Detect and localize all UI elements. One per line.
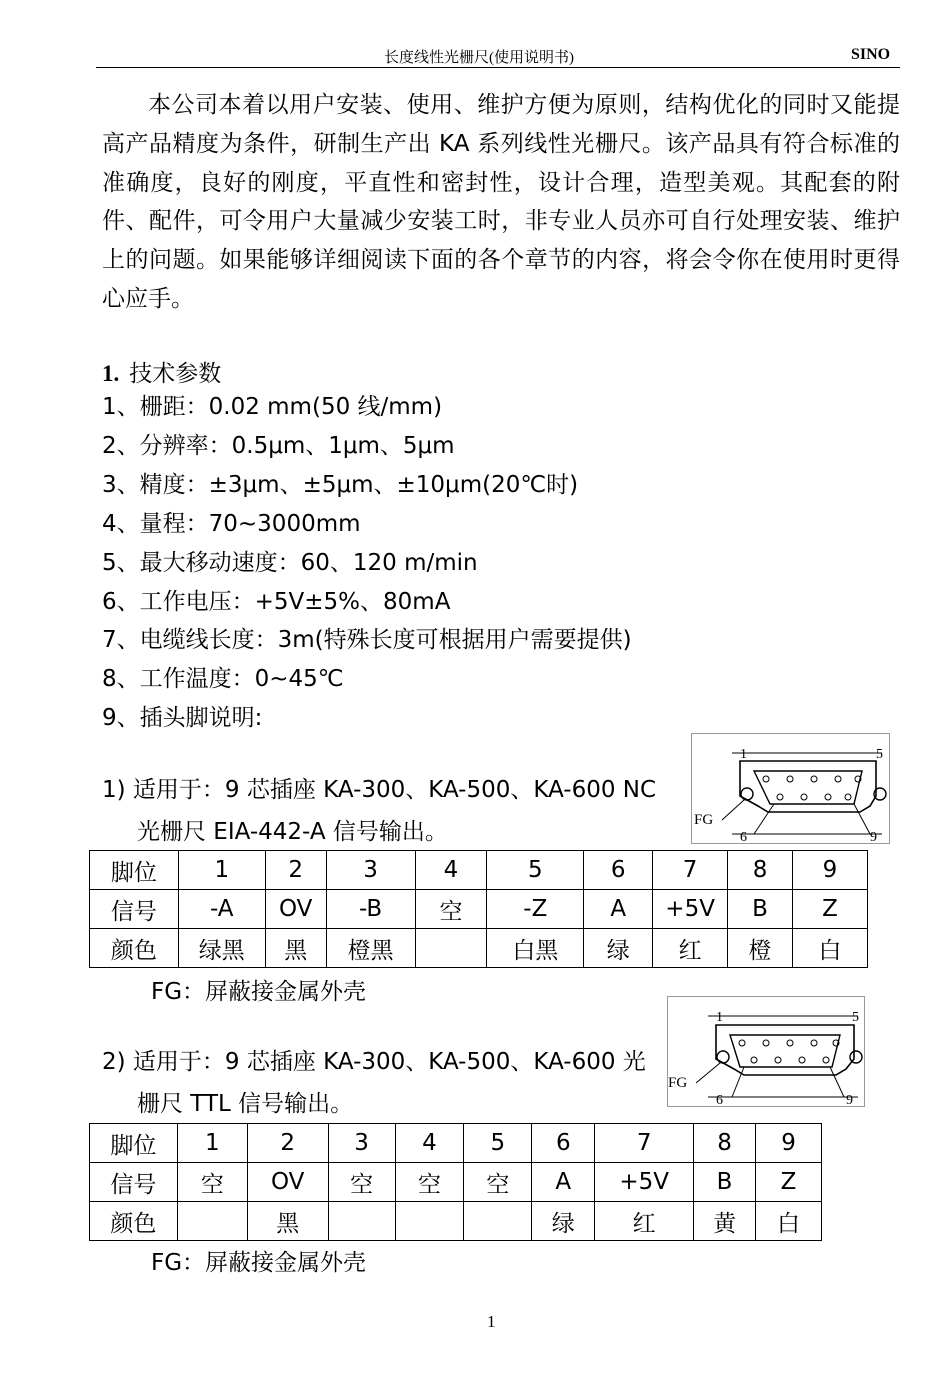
table-cell: -B: [326, 890, 415, 929]
table-cell: [415, 929, 487, 968]
pin-1-label: 1: [716, 1010, 723, 1025]
table-cell: 绿: [584, 929, 653, 968]
table-cell: 7: [653, 851, 728, 890]
table-cell: 9: [756, 1124, 822, 1163]
block1-heading: [102, 769, 656, 853]
table-cell: 3: [328, 1124, 395, 1163]
table-cell: [328, 1202, 395, 1241]
fg-label: FG: [694, 812, 714, 828]
pin-5-label: 5: [876, 747, 883, 762]
table-cell: 脚位: [90, 851, 179, 890]
pin-1-label: 1: [740, 747, 747, 762]
fg-note-1: FG：屏蔽接金属外壳: [151, 979, 367, 1005]
pin-6-label: 6: [716, 1093, 723, 1106]
table-cell: 脚位: [90, 1124, 178, 1163]
spec-item: 4、量程：70~3000mm: [102, 510, 361, 537]
table-cell: OV: [265, 890, 326, 929]
table-cell: 空: [177, 1163, 247, 1202]
table-cell: 2: [247, 1124, 328, 1163]
pin-5-label: 5: [852, 1010, 859, 1025]
table-cell: B: [694, 1163, 756, 1202]
fg-note-2: FG：屏蔽接金属外壳: [151, 1250, 367, 1276]
table-cell: +5V: [595, 1163, 694, 1202]
table-row-pin: [90, 1124, 822, 1163]
db9-connector-icon: [668, 997, 864, 1106]
table-row-color: [90, 1202, 822, 1241]
intro-paragraph-block: [102, 86, 900, 319]
pin-9-label: 9: [846, 1093, 853, 1106]
section-title: [102, 355, 221, 388]
block1-heading-line2: 光栅尺 EIA-442-A 信号输出。: [137, 819, 448, 845]
table-cell: 橙黑: [326, 929, 415, 968]
table-cell: 信号: [90, 1163, 178, 1202]
pin-table-2: [89, 1123, 822, 1241]
table-cell: 4: [395, 1124, 464, 1163]
section-title-text: 技术参数: [129, 361, 222, 387]
table-cell: [395, 1202, 464, 1241]
table-cell: 4: [415, 851, 487, 890]
table-cell: 黄: [694, 1202, 756, 1241]
table-cell: [464, 1202, 532, 1241]
spec-item: 6、工作电压：+5V±5%、80mA: [102, 588, 451, 615]
db9-connector-icon: [692, 734, 889, 843]
block2-heading: [102, 1041, 646, 1125]
spec-item: 2、分辨率：0.5μm、1μm、5μm: [102, 432, 455, 459]
fg-label: FG: [668, 1075, 688, 1091]
spec-item: 3、精度：±3μm、±5μm、±10μm(20℃时): [102, 471, 579, 498]
db9-connector-diagram-1: [691, 733, 890, 844]
table-cell: 6: [532, 1124, 595, 1163]
section-number: 1.: [102, 361, 120, 386]
table-cell: 黑: [265, 929, 326, 968]
table-cell: 1: [178, 851, 265, 890]
table-cell: 颜色: [90, 1202, 178, 1241]
table-cell: 空: [395, 1163, 464, 1202]
table-cell: 6: [584, 851, 653, 890]
spec-item: 7、电缆线长度：3m(特殊长度可根据用户需要提供): [102, 627, 632, 654]
table-cell: -A: [178, 890, 265, 929]
intro-paragraph: 本公司本着以用户安装、使用、维护方便为原则，结构优化的同时又能提高产品精度为条件，研制生产出 KA 系列线性光栅尺。该产品具有符合标准的准确度，良好的刚度，平直性和密封性，设计合理，造型美观。其配套的附件、配件，可令用户大量减少安装工时，非专业人员亦可自行处理安装、维护上的问题。如果能够详细阅读下面的各个章节的内容，将会令你在使用时更得心应手。: [102, 92, 900, 312]
spec-item: 1、栅距：0.02 mm(50 线/mm): [102, 394, 443, 420]
table-cell: A: [584, 890, 653, 929]
spec-item: 9、插头脚说明:: [102, 705, 263, 732]
table-cell: [177, 1202, 247, 1241]
table-cell: 2: [265, 851, 326, 890]
db9-connector-diagram-2: [667, 996, 865, 1107]
block2-heading-line1: 2) 适用于：9 芯插座 KA-300、KA-500、KA-600 光: [102, 1049, 646, 1075]
table-row-signal: [90, 890, 868, 929]
table-cell: 黑: [247, 1202, 328, 1241]
table-cell: 8: [728, 851, 793, 890]
table-cell: 颜色: [90, 929, 179, 968]
table-cell: 绿: [532, 1202, 595, 1241]
table-cell: 信号: [90, 890, 179, 929]
block1-heading-line1: 1) 适用于：9 芯插座 KA-300、KA-500、KA-600 NC: [102, 777, 657, 803]
pin-9-label: 9: [870, 830, 877, 843]
table-cell: 7: [595, 1124, 694, 1163]
pin-table-1: [89, 850, 868, 968]
header-title: 长度线性光栅尺(使用说明书): [384, 50, 574, 66]
table-cell: 8: [694, 1124, 756, 1163]
table-cell: 红: [595, 1202, 694, 1241]
table-cell: 白: [756, 1202, 822, 1241]
table-cell: 绿黑: [178, 929, 265, 968]
table-row-color: [90, 929, 868, 968]
table-cell: Z: [756, 1163, 822, 1202]
table-cell: 5: [464, 1124, 532, 1163]
table-row-signal: [90, 1163, 822, 1202]
pin-6-label: 6: [740, 830, 747, 843]
table-cell: B: [728, 890, 793, 929]
table-cell: A: [532, 1163, 595, 1202]
table-cell: +5V: [653, 890, 728, 929]
table-cell: Z: [793, 890, 868, 929]
table-cell: 9: [793, 851, 868, 890]
header-brand: SINO: [851, 46, 891, 63]
spec-item: 8、工作温度：0~45℃: [102, 666, 344, 693]
table-cell: 空: [415, 890, 487, 929]
page-number: 1: [487, 1312, 496, 1331]
table-cell: 3: [326, 851, 415, 890]
spec-item: 5、最大移动速度：60、120 m/min: [102, 549, 478, 576]
table-cell: 红: [653, 929, 728, 968]
table-cell: 白: [793, 929, 868, 968]
table-cell: 空: [464, 1163, 532, 1202]
table-cell: -Z: [487, 890, 584, 929]
block2-heading-line2: 栅尺 TTL 信号输出。: [137, 1091, 354, 1117]
table-cell: 空: [328, 1163, 395, 1202]
table-cell: OV: [247, 1163, 328, 1202]
table-cell: 橙: [728, 929, 793, 968]
table-cell: 1: [177, 1124, 247, 1163]
table-cell: 5: [487, 851, 584, 890]
table-cell: 白黑: [487, 929, 584, 968]
table-row-pin: [90, 851, 868, 890]
spec-list: [102, 388, 632, 738]
header-rule: [96, 67, 900, 68]
